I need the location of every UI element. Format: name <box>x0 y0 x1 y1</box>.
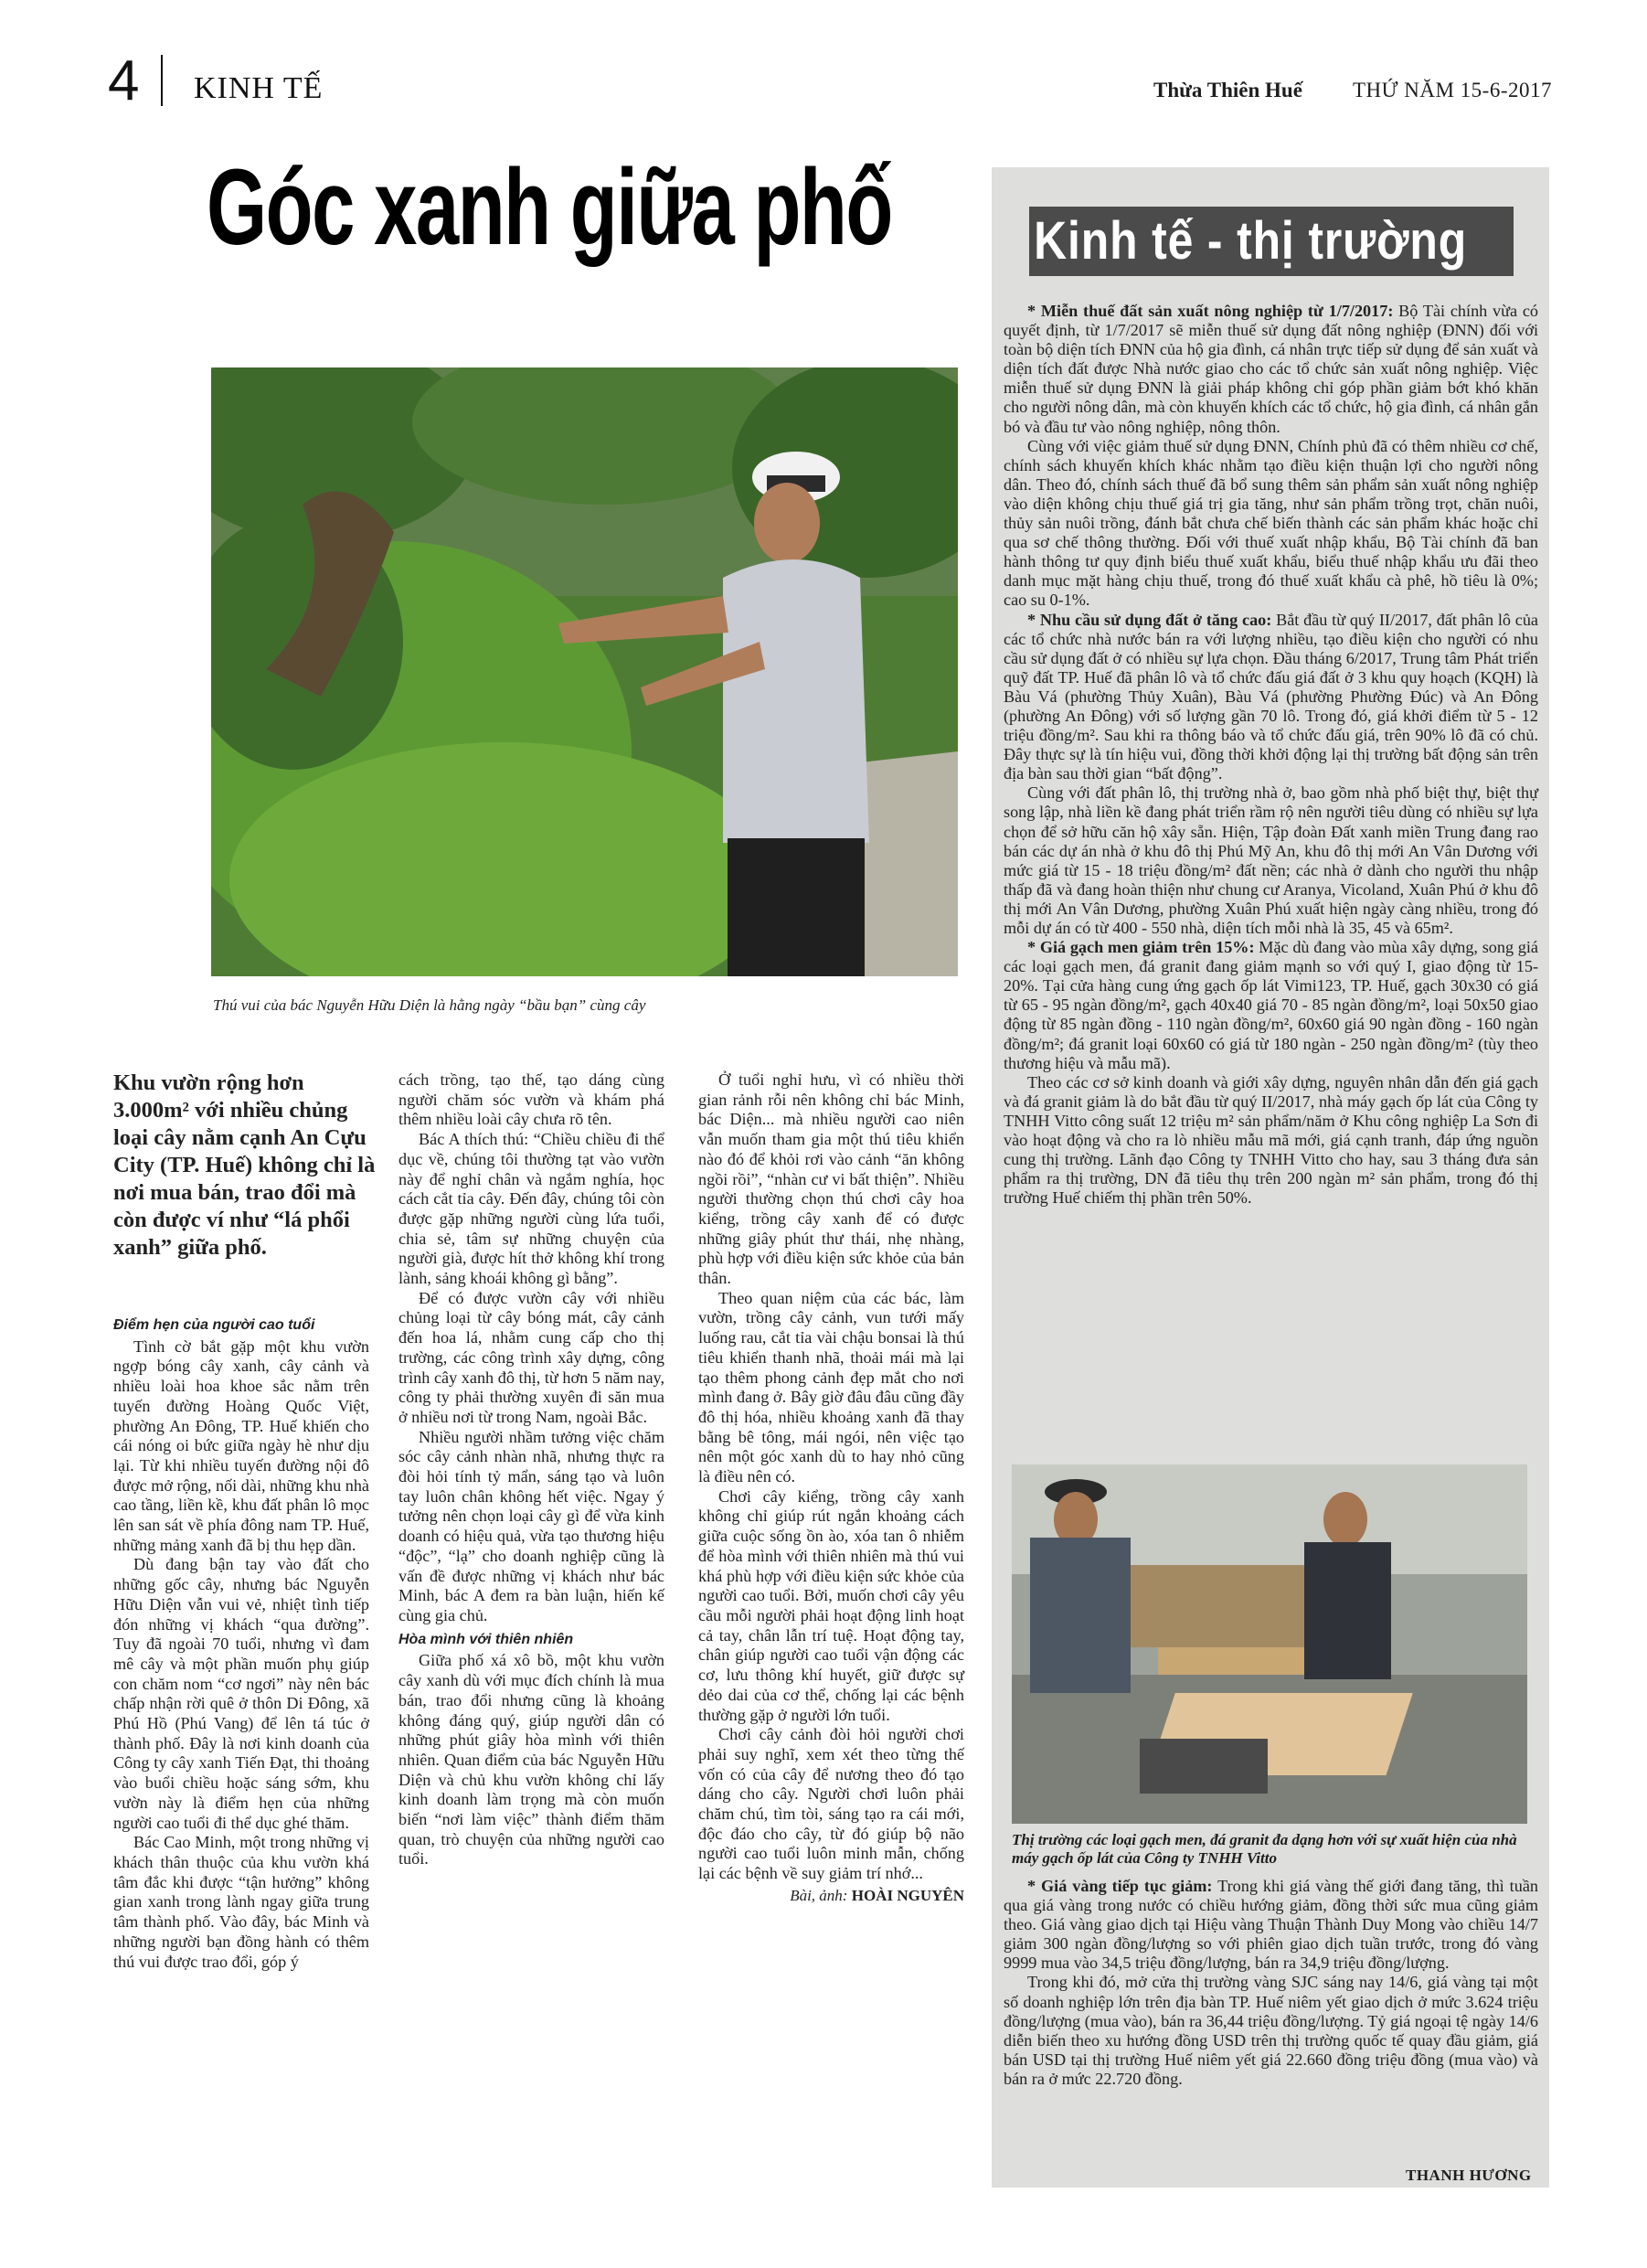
main-photo <box>211 367 958 976</box>
subhead: Hòa mình với thiên nhiên <box>398 1631 574 1647</box>
byline <box>698 1886 964 1906</box>
sidebar-paragraph: * Nhu cầu sử dụng đất ở tăng cao: Bắt đầu từ quý II/2017, đất phân lô của các tổ chức nhà nước bán ra với lượng nhiều, tạo điều kiện cho người có nhu cầu sử dụng đất ở có nhiều sự lựa chọn. Đầu tháng 6/2017, Trung tâm Phát triển quỹ đất TP. Huế đã phân lô và tổ chức đấu giá đất ở 3 khu quy hoạch (KQH) là Bàu Vá (phường Thủy Xuân), Bàu Vá (phường Phường Đúc) và An Đông (phường An Đông) với số lượng gần 70 lô. Trong đó, giá khởi điểm từ 5 - 12 triệu đồng/m². Sau khi ra thông báo và tổ chức đấu giá, trên 90% lô đã có chủ. Đây thực sự là tín hiệu vui, đồng thời khởi động lại thị trường bất động sản trên địa bàn sau thời gian “bất động”. <box>1004 610 1538 783</box>
sidebar-paragraph: Cùng với việc giảm thuế sử dụng ĐNN, Chính phủ đã có thêm nhiều cơ chế, chính sách khuyến khích khác nhằm tạo điều kiện thuận lợi cho người nông dân. Theo đó, chính sách thuế đã bổ sung thêm sản phẩm sản xuất nông nghiệp vào diện không chịu thuế giá trị gia tăng, như sản phẩm trồng trọt, chăn nuôi, thủy sản nuôi trồng, đánh bắt chưa chế biến thành các sản phẩm khác hoặc chỉ qua sơ chế thông thường. Đối với thuế xuất nhập khẩu, Bộ Tài chính đã ban hành thông tư quy định biểu thuế xuất khẩu, biểu thuế nhập khẩu ưu đãi theo danh mục mặt hàng chịu thuế, trong đó thuế xuất khẩu cà phê, hồ tiêu là 0%; cao su 0-1%. <box>1004 436 1538 610</box>
page-number: 4 <box>108 49 140 112</box>
sidebar-paragraph: * Giá vàng tiếp tục giảm: Trong khi giá vàng thế giới đang tăng, thì tuần qua giá vàng trong nước có chiều hướng giảm, đồng thời sức mua cũng giảm theo. Giá vàng giao dịch tại Hiệu vàng Thuận Thành Duy Mong vào chiều 14/7 giảm 300 ngàn đồng/lượng so với phiên giao dịch tuần trước, trong đó vàng 9999 mua vào 34,5 triệu đồng/lượng, bán ra 34,9 triệu đồng/lượng. <box>1004 1877 1538 1973</box>
sidebar-title: Kinh tế - thị trường <box>1034 211 1468 271</box>
sidebar-paragraph: Trong khi đó, mở cửa thị trường vàng SJC sáng nay 14/6, giá vàng tại một số doanh nghiệp lớn trên địa bàn TP. Huế niêm yết giao dịch ở mức 3.624 triệu đồng/lượng (mua vào), bán ra 36,44 triệu đồng/lượng. Tỷ giá ngoại tệ ngày 14/6 diễn biến theo xu hướng đồng USD trên thị trường quốc tế quay đầu giảm, giá bán USD tại thị trường Huế niêm yết giá 22.660 đồng triệu đồng (mua vào) và bán ra ở mức 22.720 đồng. <box>1004 1973 1538 2088</box>
paragraph: Chơi cây kiểng, trồng cây xanh không chỉ giúp rút ngắn khoảng cách giữa cuộc sống ồn ào, xóa tan ô nhiễm để hòa mình với thiên nhiên mà thú vui khá phù hợp với điều kiện sức khỏe của người cao tuổi. Bởi, muốn chơi cây yêu cầu mỗi người phải hoạt động linh hoạt cả tay, chân lẫn trí tuệ. Hoạt động tay, chân giúp người cao tuổi vận động các cơ, lưu thông khí huyết, giữ được sự dẻo dai của cơ thể, chống lại các bệnh thường gặp ở người lớn tuổi. <box>698 1486 964 1724</box>
article-lead: Khu vườn rộng hơn 3.000m² với nhiều chủng loại cây nằm cạnh An Cựu City (TP. Huế) không chỉ là nơi mua bán, trao đổi mà còn được ví như “lá phổi xanh” giữa phố. <box>113 1070 376 1260</box>
sidebar-paragraph: * Miễn thuế đất sản xuất nông nghiệp từ 1/7/2017: Bộ Tài chính vừa có quyết định, từ 1/7/2017 sẽ miễn thuế sử dụng đất nông nghiệp (ĐNN) đối với toàn bộ diện tích ĐNN của hộ gia đình, cá nhân trực tiếp sử dụng để sản xuất và diện tích đất được Nhà nước giao cho các tổ chức sản xuất nông nghiệp. Việc miễn thuế sử dụng ĐNN là giải pháp không chỉ góp phần giảm bớt khó khăn cho người nông dân, mà còn khuyến khích các tổ chức, hộ gia đình, cá nhân gắn bó và đầu tư vào nông nghiệp, nông thôn. <box>1004 302 1538 436</box>
paragraph: Chơi cây cảnh đòi hỏi người chơi phải suy nghĩ, xem xét theo từng thế vốn có của cây để nương theo đó tạo dáng cho cây. Người chơi luôn phải chăm chú, tìm tòi, sáng tạo ra cái mới, độc đáo cho cây, từ đó giúp bộ não người cao tuổi luôn minh mẫn, chống lại các bệnh về suy giảm trí nhớ... <box>698 1725 964 1883</box>
paragraph: cách trồng, tạo thế, tạo dáng cùng người chăm sóc vườn và khám phá thêm nhiều loài cây chưa rõ tên. <box>398 1070 664 1129</box>
paragraph: Để có được vườn cây với nhiều chủng loại từ cây bóng mát, cây cảnh đến hoa lá, nhằm cung cấp cho thị trường, các công trình xây dựng, công trình cây xanh đô thị, từ hơn 5 năm nay, công ty phải thường xuyên đi săn mua ở nhiều nơi từ trong Nam, ngoài Bắc. <box>398 1288 664 1426</box>
garden-photo-illustration <box>211 367 958 976</box>
article-column-3 <box>698 1070 964 1906</box>
header-divider <box>161 55 163 106</box>
sidebar-paragraph: Cùng với đất phân lô, thị trường nhà ở, bao gồm nhà phố biệt thự, biệt thự song lập, nhà liền kề đang phát triển rầm rộ nên người tiêu dùng có nhiều sự lựa chọn để sở hữu căn hộ xây sẵn. Hiện, Tập đoàn Đất xanh miền Trung đang rao bán các dự án nhà ở khu đô thị Phú Mỹ An, khu đô thị mới An Vân Dương với mức giá từ 15 - 18 triệu đồng/m² đất nền; các nhà ở dành cho người thu nhập thấp đã và đang hoàn thiện như chung cư Aranya, Vicoland, Xuân Phú ở khu đô thị mới An Vân Dương, phường Xuân Phú xuất hiện ngày càng nhiều, trong đó mỗi dự án có từ 400 - 550 nhà, diện tích mỗi nhà là 35, 45 và 65m². <box>1004 783 1538 937</box>
subhead: Điểm hẹn của người cao tuổi <box>113 1317 315 1333</box>
article-column-1 <box>113 1312 369 1972</box>
paragraph: Ở tuổi nghỉ hưu, vì có nhiều thời gian rảnh rỗi nên không chỉ bác Minh, bác Diện... mà nhiều người cao niên vẫn muốn tham gia một thú tiêu khiển nào đó để khỏi rơi vào cảnh “ăn không ngồi rồi”, “nhàn cư vi bất thiện”. Nhiều người thường chọn thú chơi cây hoa kiểng, trồng cây xanh để có được những giây phút thư thái, nhẹ nhàng, phù hợp với điều kiện sức khỏe của bản thân. <box>698 1070 964 1288</box>
sidebar-byline: THANH HƯƠNG <box>1406 2167 1532 2184</box>
sidebar-paragraph: Theo các cơ sở kinh doanh và giới xây dựng, nguyên nhân dẫn đến giá gạch và đá granit giảm là do bắt đầu từ quý II/2017, nhà máy gạch ốp lát của Công ty TNHH Vitto công suất 12 triệu m² sản phẩm/năm ở Khu công nghiệp La Sơn đi vào hoạt động và cho ra lò nhiều mẫu mã mới, giá cạnh tranh, đáp ứng nguồn cung thị trường. Lãnh đạo Công ty TNHH Vitto cho hay, sau 3 tháng đưa sản phẩm ra thị trường, DN đã tiêu thụ trên 200 ngàn m² sản phẩm, trong đó thị trường Huế chiếm thị phần trên 50%. <box>1004 1072 1538 1208</box>
article-column-2 <box>398 1070 664 1869</box>
paper-name: Thừa Thiên Huế <box>1153 79 1302 101</box>
byline-author: HOÀI NGUYÊN <box>851 1886 964 1904</box>
paragraph: Theo quan niệm của các bác, làm vườn, trồng cây cảnh, vun tưới mấy luống rau, cắt tỉa vài chậu bonsai là thú tiêu khiển thanh nhã, thoải mái mà lại tạo thêm phong cảnh đẹp mắt cho nơi mình đang ở. Bây giờ đâu đâu cũng đầy đô thị hóa, nhiều khoảng xanh đã thay bằng bê tông, mái ngói, nên việc tạo nên một góc xanh dù to hay nhỏ cũng là điều nên có. <box>698 1288 964 1486</box>
section-name: KINH TẾ <box>194 71 324 105</box>
byline-label: Bài, ảnh: <box>790 1886 848 1904</box>
sidebar-text-bottom <box>1004 1877 1538 2089</box>
sidebar-text-top <box>1004 302 1538 1208</box>
sidebar-paragraph: * Giá gạch men giảm trên 15%: Mặc dù đang vào mùa xây dựng, song giá các loại gạch men, đá granit đang giảm mạnh so với quý I, giao động từ 15- 20%. Tại cửa hàng cung ứng gạch ốp lát Vimi123, TP. Huế, gạch 30x30 có giá từ 65 - 95 ngàn đồng/m², gạch 40x40 giá 70 - 85 ngàn đồng/m², loại 50x50 giao động từ 85 ngàn đồng - 110 ngàn đồng/m², 60x60 giá 90 ngàn đồng - 160 ngàn đồng/m²; đá granit loại 60x60 có giá từ 180 ngàn - 250 ngàn đồng/m² (tùy theo thương hiệu và mẫu mã). <box>1004 938 1538 1072</box>
paragraph: Giữa phố xá xô bồ, một khu vườn cây xanh dù với mục đích chính là mua bán, trao đổi nhưng cũng là khoảng không đáng quý, giúp người dân có những phút giây hòa mình với thiên nhiên. Quan điểm của bác Nguyễn Hữu Diện và chủ khu vườn không chỉ lấy kinh doanh làm trọng mà còn muốn biến “nơi làm việc” thành điểm thăm quan, trò chuyện của những người cao tuổi. <box>398 1651 664 1869</box>
photo-caption: Thú vui của bác Nguyễn Hữu Diện là hằng ngày “bầu bạn” cùng cây <box>213 996 646 1014</box>
paragraph: Tình cờ bắt gặp một khu vườn ngợp bóng cây xanh, cây cảnh và nhiều loài hoa khoe sắc nằm trên tuyến đường Hoàng Quốc Việt, phường An Đông, TP. Huế khiến cho cái nóng oi bức giữa ngày hè như dịu lại. Từ khi nhiều tuyến đường nội đô được mở rộng, nối dài, những khu nhà cao tầng, liền kề, khu đất phân lô mọc lên san sát về phía đông nam TP. Huế, những mảng xanh đã bị thu hẹp dần. <box>113 1336 369 1554</box>
sidebar-photo-caption: Thị trường các loại gạch men, đá granit đa dạng hơn với sự xuất hiện của nhà máy gạch ốp lát của Công ty TNHH Vitto <box>1012 1831 1517 1867</box>
article-headline: Góc xanh giữa phố <box>207 147 892 268</box>
paragraph: Bác Cao Minh, một trong những vị khách thân thuộc của khu vườn khá tâm đắc khi được “tận hưởng” không gian xanh trong lành ngay giữa trung tâm thành phố. Vào đây, bác Minh và những người bạn đồng hành có thêm thú vui được trao đổi, góp ý <box>113 1833 369 1971</box>
factory-photo-illustration <box>1012 1464 1527 1824</box>
paragraph: Nhiều người nhầm tưởng việc chăm sóc cây cảnh nhàn nhã, nhưng thực ra đòi hỏi tính tỷ mẩn, sáng tạo và luôn tay luôn chân không hết việc. Ngay ý tưởng nên chọn loại cây gì để vừa kinh doanh có hiệu quả, vừa tạo thương hiệu “độc”, “lạ” cho doanh nghiệp cũng là vấn đề được những vị khách như bác Minh, bác A đem ra bàn luận, hiến kế cùng gia chủ. <box>398 1427 664 1624</box>
paragraph: Bác A thích thú: “Chiều chiều đi thể dục về, chúng tôi thường tạt vào vườn này để nghỉ chân và ngắm nghía, học cách cắt tỉa cây. Đến đây, chúng tôi còn được gặp những người cùng lứa tuổi, chia sẻ, tâm sự những chuyện của người già, được hít thở không khí trong lành, sảng khoái không gì bằng”. <box>398 1130 664 1288</box>
issue-date: THỨ NĂM 15-6-2017 <box>1353 79 1552 101</box>
paragraph: Dù đang bận tay vào đất cho những gốc cây, nhưng bác Nguyễn Hữu Diện vẫn vui vẻ, nhiệt tình tiếp đón những vị khách “qua đường”. Tuy đã ngoài 70 tuổi, nhưng vì đam mê cây và một phần muốn phụ giúp con chăm nom “cơ ngơi” này nên bác chấp nhận rời quê ở thôn Di Đông, xã Phú Hồ (Phú Vang) để lên tá túc ở thành phố. Đây là nơi kinh doanh của Công ty cây xanh Tiến Đạt, thi thoảng vào buổi chiều hoặc sáng sớm, khu vườn này là điểm hẹn của những người cao tuổi đi thể dục ghé thăm. <box>113 1555 369 1832</box>
tile-factory-photo <box>1012 1464 1527 1824</box>
